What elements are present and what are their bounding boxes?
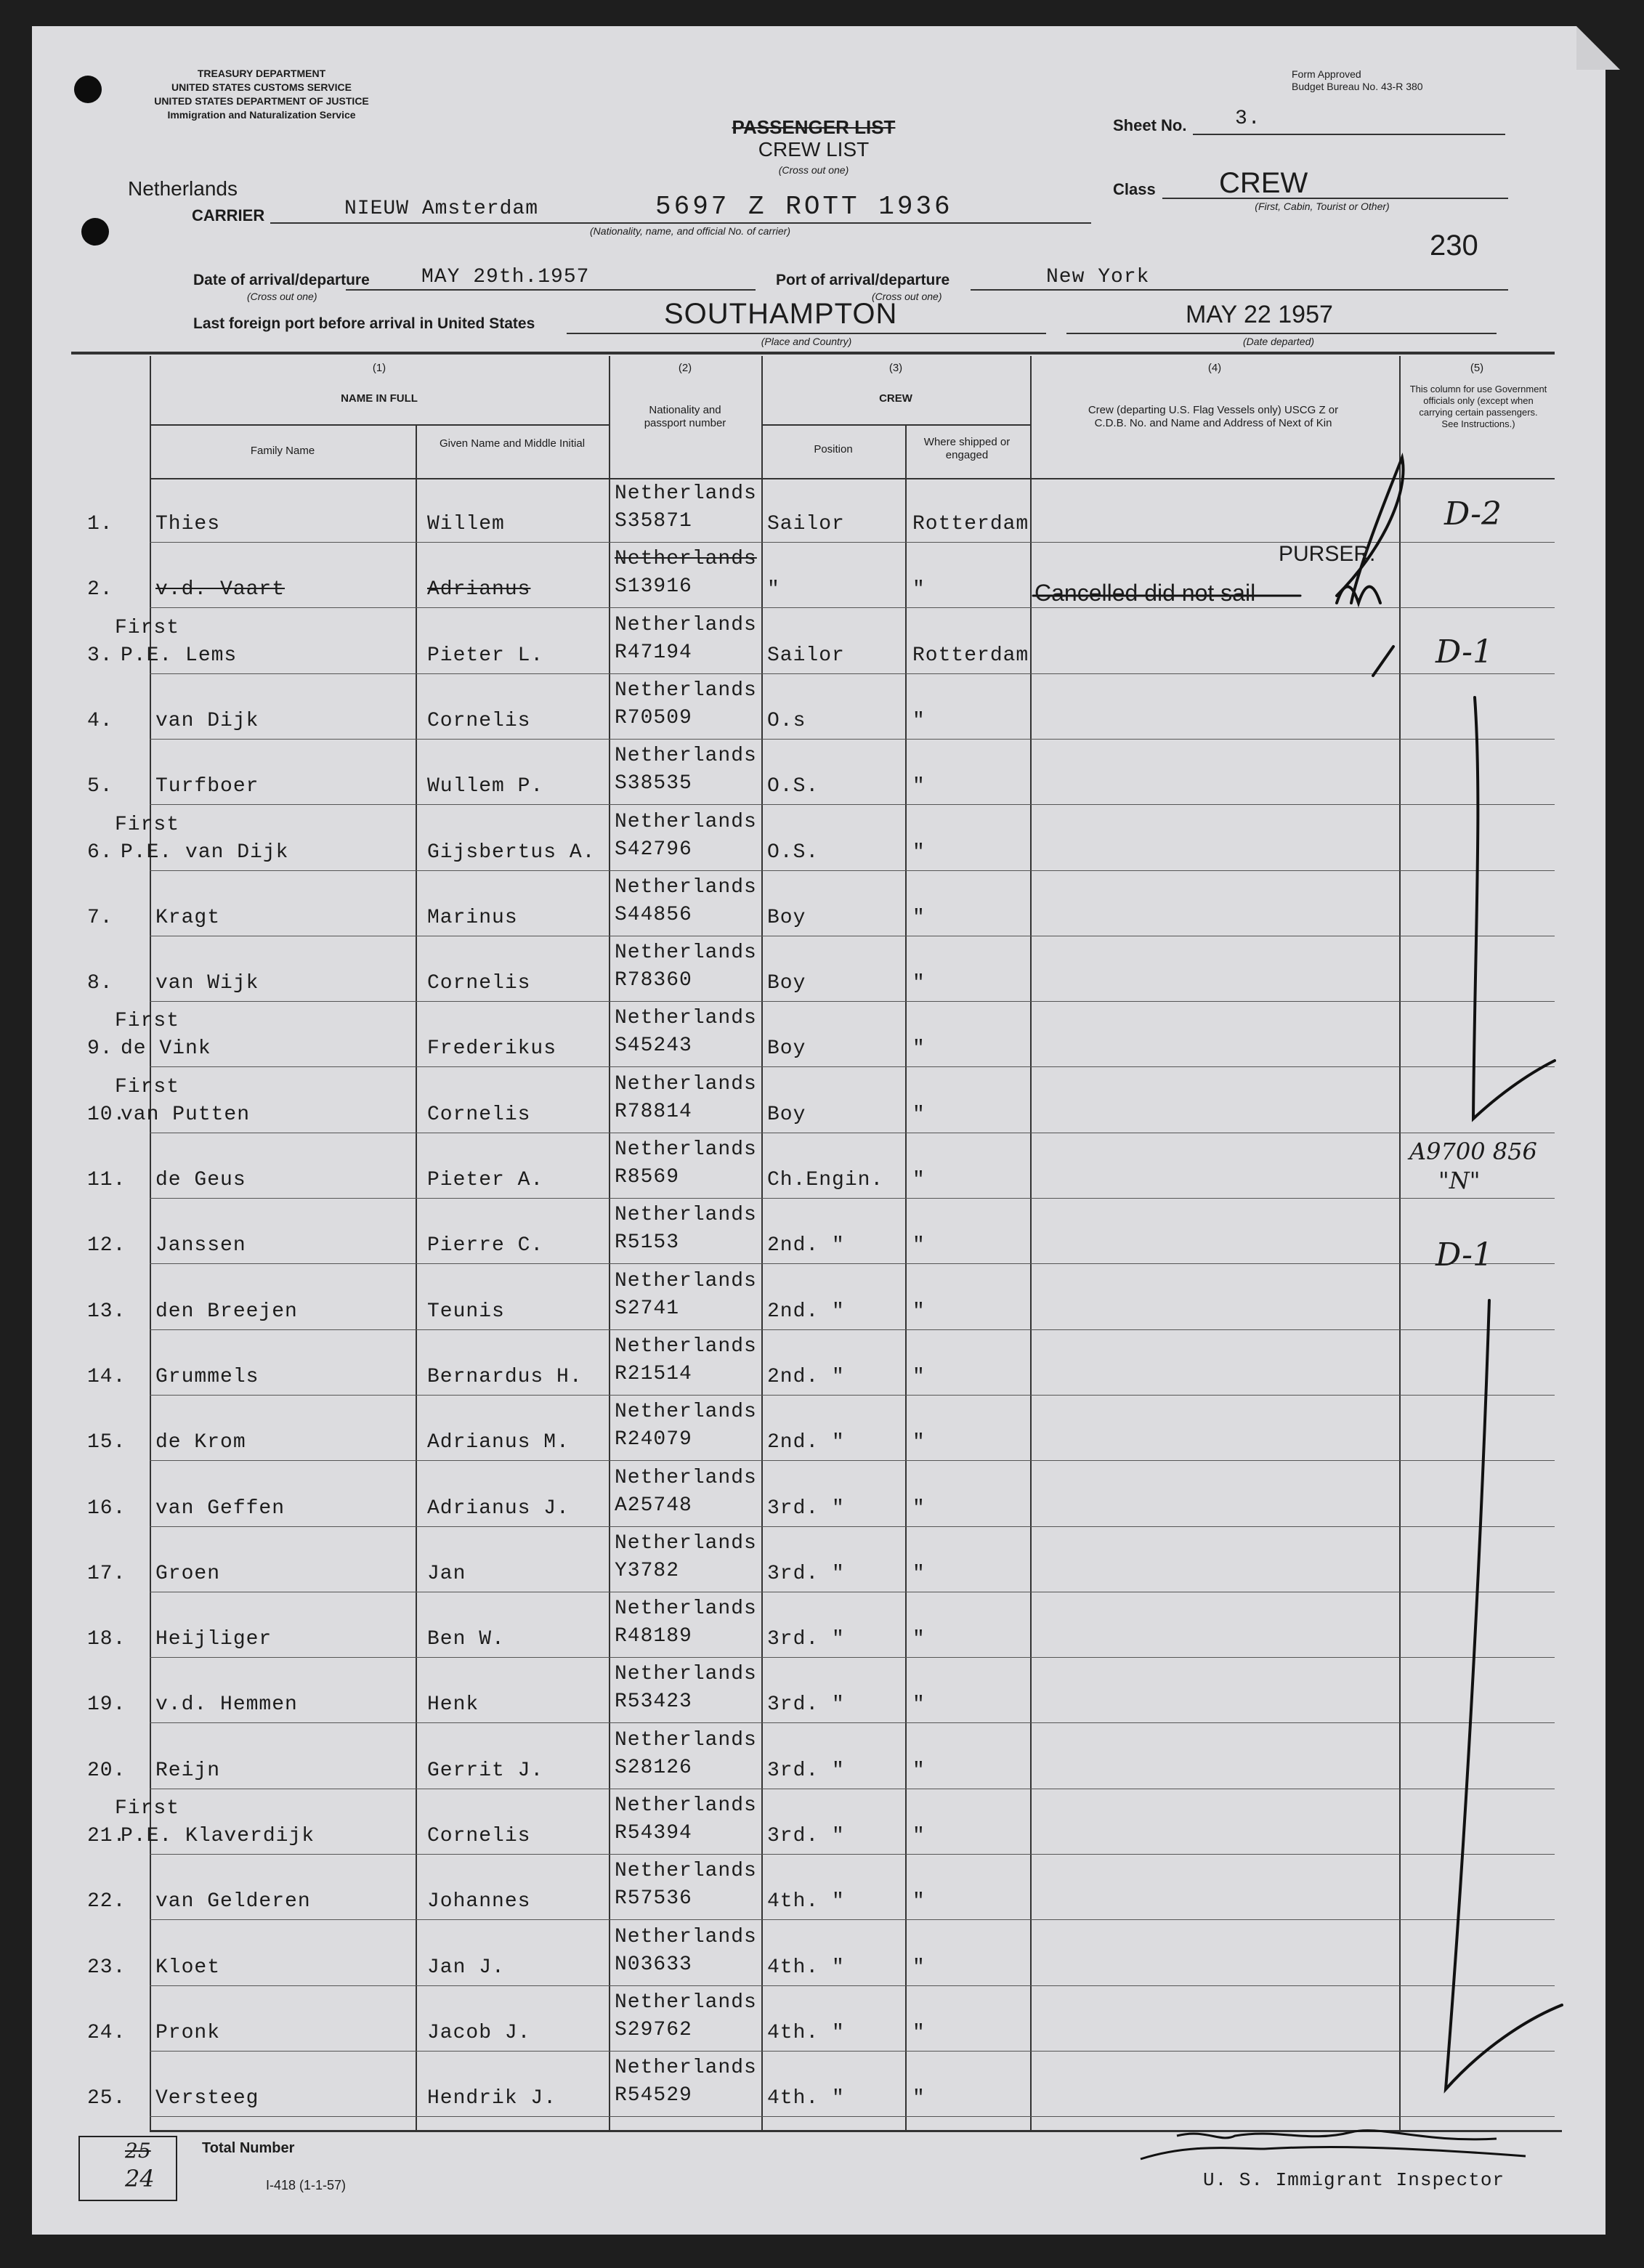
bracket-check-1 — [1473, 697, 1555, 1119]
given-name: Adrianus — [427, 578, 531, 601]
family-name: Grummels — [155, 1366, 259, 1388]
total-value: 24 — [125, 2165, 155, 2192]
position: 2nd. " — [767, 1234, 845, 1257]
row-number: 3. — [87, 644, 113, 667]
family-name: van Geffen — [155, 1497, 286, 1520]
nationality: Netherlands — [615, 1597, 757, 1620]
given-name: Pierre C. — [427, 1234, 544, 1257]
col5-title: This column for use Government officials only (except when carrying certain passengers. See Instructions.) — [1409, 384, 1547, 429]
family-name: Groen — [155, 1563, 221, 1585]
carrier-label: CARRIER — [192, 206, 265, 224]
form-approved-text: Form Approved — [1292, 68, 1361, 80]
nationality: Netherlands — [615, 1335, 757, 1358]
title-cross-out-caption: (Cross out one) — [778, 164, 849, 176]
nationality: Netherlands — [615, 1270, 757, 1292]
date-departed-caption: (Date departed) — [1242, 336, 1315, 347]
title-passenger-list: PASSENGER LIST — [732, 116, 896, 138]
passport-number: S13916 — [615, 575, 692, 598]
row-prefix: First — [115, 1076, 180, 1098]
where-shipped: " — [912, 1366, 926, 1388]
given-name: Henk — [427, 1693, 479, 1716]
nationality: Netherlands — [615, 2057, 757, 2079]
row-number: 20. — [87, 1759, 126, 1782]
class-caption: (First, Cabin, Tourist or Other) — [1255, 201, 1390, 212]
row-number: 18. — [87, 1628, 126, 1651]
date-cross-caption: (Cross out one) — [247, 291, 317, 302]
position: 3rd. " — [767, 1497, 845, 1520]
given-name: Jacob J. — [427, 2022, 531, 2044]
where-shipped: " — [912, 1169, 926, 1191]
tick-mark — [1373, 647, 1393, 676]
where-shipped: " — [912, 1693, 926, 1716]
given-name: Pieter L. — [427, 644, 544, 667]
nationality: Netherlands — [615, 1860, 757, 1882]
where-shipped: " — [912, 1825, 926, 1847]
nationality: Netherlands — [615, 1926, 757, 1948]
row-number: 11. — [87, 1169, 126, 1191]
where-shipped: Rotterdam — [912, 513, 1029, 535]
family-name: de Krom — [155, 1431, 246, 1454]
family-name: P.E. Lems — [121, 644, 238, 667]
row-prefix: First — [115, 1010, 180, 1032]
agency-justice: UNITED STATES DEPARTMENT OF JUSTICE — [154, 95, 369, 107]
position: 2nd. " — [767, 1300, 845, 1323]
row-number: 15. — [87, 1431, 126, 1454]
signature-stroke — [1141, 2147, 1526, 2159]
last-port-value: SOUTHAMPTON — [664, 298, 898, 330]
position: 3rd. " — [767, 1825, 845, 1847]
col4-title: Crew (departing U.S. Flag Vessels only) USCG Z or C.D.B. No. and Name and Address of Next of Kin — [1088, 404, 1339, 429]
passport-number: Y3782 — [615, 1560, 680, 1582]
passport-number: S28126 — [615, 1757, 692, 1779]
nationality: Netherlands — [615, 1401, 757, 1423]
given-name: Johannes — [427, 1890, 531, 1913]
signature-stroke — [1177, 2131, 1497, 2139]
position: O.S. — [767, 841, 819, 864]
date-departed-value: MAY 22 1957 — [1186, 301, 1333, 328]
nationality: Netherlands — [615, 614, 757, 636]
given-name: Gerrit J. — [427, 1759, 544, 1782]
col5-number: (5) — [1470, 362, 1484, 374]
agency-customs: UNITED STATES CUSTOMS SERVICE — [171, 81, 352, 93]
nationality: Netherlands — [615, 1204, 757, 1226]
number-230: 230 — [1430, 230, 1478, 262]
position: 4th. " — [767, 1890, 845, 1913]
position: 4th. " — [767, 2087, 845, 2110]
position: Boy — [767, 1037, 806, 1060]
where-shipped: " — [912, 710, 926, 732]
passport-number: R47194 — [615, 641, 692, 664]
passport-number: R21514 — [615, 1363, 692, 1385]
where-shipped: " — [912, 1103, 926, 1126]
position: 4th. " — [767, 1956, 845, 1979]
family-name: Kloet — [155, 1956, 221, 1979]
passport-number: S29762 — [615, 2019, 692, 2041]
position: 3rd. " — [767, 1628, 845, 1651]
position: 2nd. " — [767, 1366, 845, 1388]
position: Sailor — [767, 644, 845, 667]
family-name: de Vink — [121, 1037, 211, 1060]
family-name: v.d. Hemmen — [155, 1693, 298, 1716]
row-number: 21. — [87, 1825, 126, 1847]
given-name: Cornelis — [427, 1103, 531, 1126]
budget-bureau-text: Budget Bureau No. 43-R 380 — [1292, 81, 1423, 92]
given-name: Jan — [427, 1563, 466, 1585]
passport-number: S44856 — [615, 904, 692, 926]
given-name: Cornelis — [427, 1825, 531, 1847]
nationality: Netherlands — [615, 876, 757, 899]
col-position-header: Position — [814, 443, 853, 455]
position: Boy — [767, 907, 806, 929]
total-label: Total Number — [202, 2140, 295, 2156]
date-label: Date of arrival/departure — [193, 272, 370, 288]
col-given-header: Given Name and Middle Initial — [439, 437, 586, 450]
row-number: 8. — [87, 972, 113, 995]
position: " — [767, 578, 780, 601]
row-prefix: First — [115, 814, 180, 836]
col3-number: (3) — [888, 362, 903, 374]
where-shipped: " — [912, 907, 926, 929]
given-name: Cornelis — [427, 710, 531, 732]
port-label: Port of arrival/departure — [776, 272, 950, 288]
family-name: Thies — [155, 513, 221, 535]
row-number: 6. — [87, 841, 113, 864]
where-shipped: " — [912, 841, 926, 864]
position: 3rd. " — [767, 1759, 845, 1782]
col1-title: NAME IN FULL — [341, 392, 418, 405]
given-name: Gijsbertus A. — [427, 841, 596, 864]
row-number: 7. — [87, 907, 113, 929]
passport-number: R78360 — [615, 969, 692, 992]
passport-number: R8569 — [615, 1166, 680, 1188]
last-port-caption: (Place and Country) — [761, 336, 852, 347]
row-number: 19. — [87, 1693, 126, 1716]
where-shipped: " — [912, 972, 926, 995]
n-mark: "N" — [1438, 1167, 1481, 1194]
position: 3rd. " — [767, 1693, 845, 1716]
check-mark — [1337, 458, 1404, 603]
row-number: 17. — [87, 1563, 126, 1585]
position: Ch.Engin. — [767, 1169, 884, 1191]
nationality: Netherlands — [615, 1663, 757, 1685]
given-name: Teunis — [427, 1300, 505, 1323]
given-name: Bernardus H. — [427, 1366, 583, 1388]
family-name: P.E. van Dijk — [121, 841, 289, 864]
col-shipped-header: Where shipped or engaged — [923, 436, 1011, 461]
row-number: 10. — [87, 1103, 126, 1126]
family-name: v.d. Vaart — [155, 578, 286, 601]
family-name: de Geus — [155, 1169, 246, 1191]
family-name: van Gelderen — [155, 1890, 311, 1913]
family-name: Janssen — [155, 1234, 246, 1257]
inspector-title: U. S. Immigrant Inspector — [1203, 2169, 1505, 2191]
given-name: Wullem P. — [427, 775, 544, 798]
where-shipped: " — [912, 1300, 926, 1323]
where-shipped: " — [912, 1037, 926, 1060]
row-number: 1. — [87, 513, 113, 535]
row-number: 5. — [87, 775, 113, 798]
where-shipped: " — [912, 2087, 926, 2110]
where-shipped: " — [912, 1497, 926, 1520]
given-name: Frederikus — [427, 1037, 557, 1060]
total-struck: 25 — [125, 2139, 151, 2163]
passport-number: R5153 — [615, 1231, 680, 1254]
given-name: Marinus — [427, 907, 518, 929]
port-value: New York — [1046, 266, 1150, 288]
d1-mark: D-1 — [1436, 633, 1493, 671]
passport-number: R48189 — [615, 1625, 692, 1648]
nationality: Netherlands — [615, 679, 757, 702]
family-name: Turfboer — [155, 775, 259, 798]
nationality: Netherlands — [615, 941, 757, 964]
row-number: 25. — [87, 2087, 126, 2110]
a-number: A9700 856 — [1409, 1138, 1537, 1165]
col3-title: CREW — [879, 392, 912, 405]
where-shipped: " — [912, 1890, 926, 1913]
col2-number: (2) — [678, 362, 692, 374]
nationality: Netherlands — [615, 745, 757, 767]
date-value: MAY 29th.1957 — [421, 266, 590, 288]
passport-number: R54529 — [615, 2084, 692, 2107]
nationality: Netherlands — [615, 1007, 757, 1029]
nationality-value: Netherlands — [128, 177, 238, 200]
purser-stamp: PURSER. — [1279, 542, 1376, 566]
where-shipped: " — [912, 1234, 926, 1257]
family-name: van Wijk — [155, 972, 259, 995]
nationality: Netherlands — [615, 1138, 757, 1161]
row-prefix: First — [115, 1797, 180, 1820]
row-prefix: First — [115, 617, 180, 639]
position: Boy — [767, 1103, 806, 1126]
family-name: van Dijk — [155, 710, 259, 732]
passport-number: S45243 — [615, 1034, 692, 1057]
class-label: Class — [1113, 180, 1156, 198]
col1-number: (1) — [372, 362, 386, 374]
family-name: Reijn — [155, 1759, 221, 1782]
row-number: 12. — [87, 1234, 126, 1257]
nationality: Netherlands — [615, 1991, 757, 2014]
position: 4th. " — [767, 2022, 845, 2044]
nationality: Netherlands — [615, 1729, 757, 1751]
nationality: Netherlands — [615, 811, 757, 833]
family-name: Kragt — [155, 907, 221, 929]
passport-number: S38535 — [615, 772, 692, 795]
row-number: 4. — [87, 710, 113, 732]
row-number: 16. — [87, 1497, 126, 1520]
position: 2nd. " — [767, 1431, 845, 1454]
class-value: CREW — [1219, 167, 1308, 199]
family-name: den Breejen — [155, 1300, 298, 1323]
given-name: Pieter A. — [427, 1169, 544, 1191]
position: O.S. — [767, 775, 819, 798]
where-shipped: " — [912, 1563, 926, 1585]
given-name: Cornelis — [427, 972, 531, 995]
passport-number: R24079 — [615, 1428, 692, 1451]
given-name: Jan J. — [427, 1956, 505, 1979]
d1-mark-2: D-1 — [1436, 1236, 1493, 1273]
sheet-label: Sheet No. — [1113, 116, 1187, 134]
position: Boy — [767, 972, 806, 995]
where-shipped: " — [912, 578, 926, 601]
row-number: 23. — [87, 1956, 126, 1979]
passport-number: R70509 — [615, 707, 692, 729]
passport-number: R78814 — [615, 1101, 692, 1123]
col4-number: (4) — [1207, 362, 1222, 374]
position: Sailor — [767, 513, 845, 535]
passport-number: S2741 — [615, 1297, 680, 1320]
carrier-caption: (Nationality, name, and official No. of carrier) — [590, 225, 790, 237]
col2-title: Nationality and passport number — [644, 404, 726, 429]
initials-mark — [1337, 587, 1380, 604]
passport-number: S42796 — [615, 838, 692, 861]
passport-number: R53423 — [615, 1690, 692, 1713]
agency-ins: Immigration and Naturalization Service — [167, 109, 356, 121]
where-shipped: Rotterdam — [912, 644, 1029, 667]
given-name: Adrianus M. — [427, 1431, 570, 1454]
where-shipped: " — [912, 2022, 926, 2044]
cancelled-note: Cancelled did not sail — [1034, 580, 1256, 606]
passport-number: R57536 — [615, 1887, 692, 1910]
given-name: Willem — [427, 513, 505, 535]
carrier-name: NIEUW Amsterdam — [344, 198, 539, 220]
family-name: Versteeg — [155, 2087, 259, 2110]
given-name: Adrianus J. — [427, 1497, 570, 1520]
bracket-check-2 — [1446, 1300, 1562, 2089]
where-shipped: " — [912, 1431, 926, 1454]
port-cross-caption: (Cross out one) — [872, 291, 942, 302]
passport-number: R54394 — [615, 1822, 692, 1844]
d2-mark: D-2 — [1444, 495, 1502, 532]
title-crew-list: CREW LIST — [758, 138, 870, 161]
family-name: Pronk — [155, 2022, 221, 2044]
row-number: 22. — [87, 1890, 126, 1913]
position: O.s — [767, 710, 806, 732]
row-number: 24. — [87, 2022, 126, 2044]
nationality: Netherlands — [615, 1794, 757, 1817]
family-name: Heijliger — [155, 1628, 272, 1651]
sheet-value: 3. — [1235, 108, 1261, 130]
nationality: Netherlands — [615, 1073, 757, 1095]
row-number: 2. — [87, 578, 113, 601]
where-shipped: " — [912, 775, 926, 798]
col-family-header: Family Name — [250, 445, 315, 457]
nationality: Netherlands — [615, 1467, 757, 1489]
family-name: P.E. Klaverdijk — [121, 1825, 315, 1847]
where-shipped: " — [912, 1759, 926, 1782]
form-number: I-418 (1-1-57) — [266, 2178, 347, 2192]
nationality: Netherlands — [615, 548, 757, 570]
passport-number: A25748 — [615, 1494, 692, 1517]
agency-treasury: TREASURY DEPARTMENT — [197, 68, 326, 79]
where-shipped: " — [912, 1628, 926, 1651]
row-number: 14. — [87, 1366, 126, 1388]
where-shipped: " — [912, 1956, 926, 1979]
row-number: 13. — [87, 1300, 126, 1323]
nationality: Netherlands — [615, 482, 757, 505]
carrier-official-number: 5697 Z ROTT 1936 — [655, 192, 953, 222]
family-name: van Putten — [121, 1103, 251, 1126]
given-name: Hendrik J. — [427, 2087, 557, 2110]
last-port-label: Last foreign port before arrival in United States — [193, 315, 535, 332]
passport-number: S35871 — [615, 510, 692, 532]
position: 3rd. " — [767, 1563, 845, 1585]
nationality: Netherlands — [615, 1532, 757, 1555]
row-number: 9. — [87, 1037, 113, 1060]
given-name: Ben W. — [427, 1628, 505, 1651]
passport-number: N03633 — [615, 1953, 692, 1976]
